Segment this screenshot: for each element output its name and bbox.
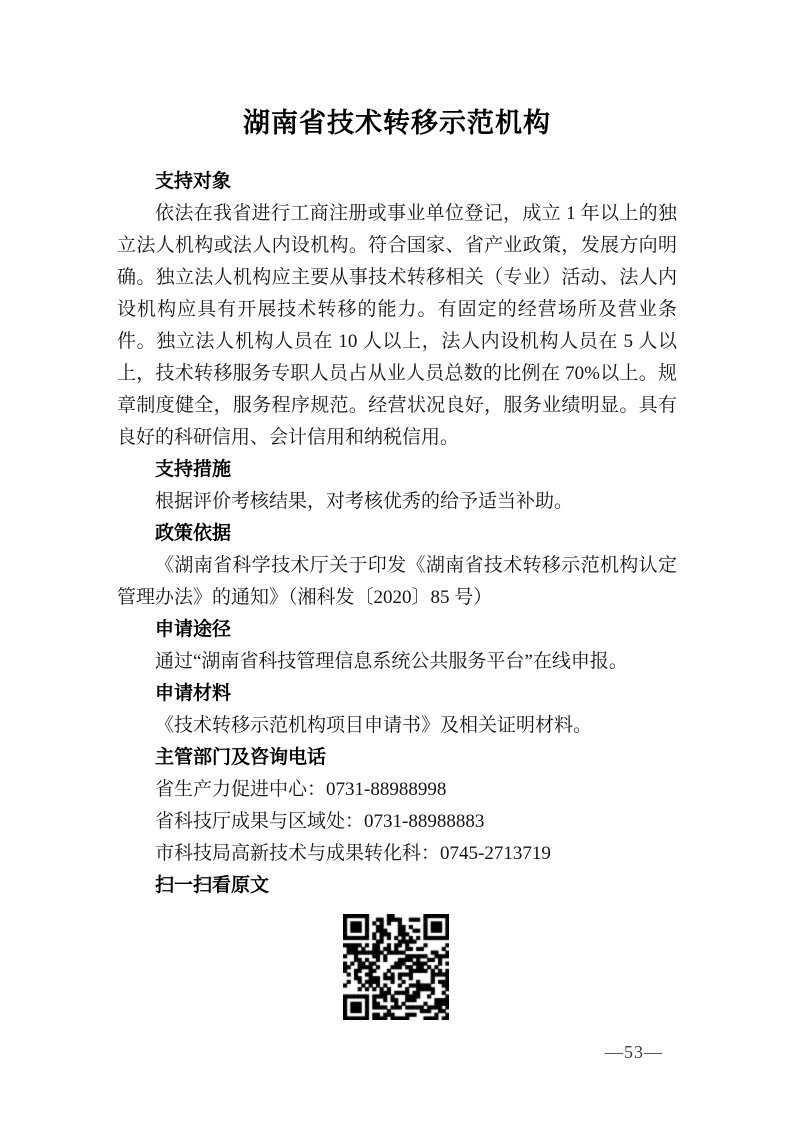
- section-heading: 支持措施: [155, 459, 232, 480]
- section-paragraph: 通过“湖南省科技管理信息系统公共服务平台”在线申报。: [155, 651, 628, 672]
- section-paragraph: 《技术转移示范机构项目申请书》及相关证明材料。: [155, 715, 593, 736]
- section-application-materials: [117, 678, 677, 742]
- section-scan-original: [117, 870, 677, 1020]
- section-policy-basis: [117, 518, 677, 614]
- qr-code-block: [343, 914, 449, 1020]
- section-support-target: [117, 166, 677, 454]
- page-title: 湖南省技术转移示范机构: [243, 108, 551, 138]
- page-number: —53—: [605, 1042, 663, 1062]
- contact-line: 省生产力促进中心：0731-88988998: [155, 779, 447, 800]
- section-heading: 主管部门及咨询电话: [155, 747, 327, 768]
- contact-line: 省科技厅成果与区域处：0731-88988883: [155, 811, 485, 832]
- section-paragraph: 根据评价考核结果，对考核优秀的给予适当补助。: [155, 491, 574, 512]
- qr-code: [343, 914, 449, 1020]
- contact-line: 市科技局高新技术与成果转化科：0745-2713719: [155, 843, 551, 864]
- section-heading: 支持对象: [155, 171, 232, 192]
- section-contact: [117, 742, 677, 870]
- section-support-measures: [117, 454, 677, 518]
- document-page: [117, 0, 677, 1020]
- section-heading: 扫一扫看原文: [155, 875, 270, 896]
- section-heading: 申请途径: [155, 619, 232, 640]
- section-heading: 政策依据: [155, 523, 232, 544]
- section-paragraph: 依法在我省进行工商注册或事业单位登记，成立 1 年以上的独立法人机构或法人内设机构。符合国家、省产业政策，发展方向明确。独立法人机构应主要从事技术转移相关（专业）活动、法人内设机构应具有开展技术转移的能力。有固定的经营场所及营业条件。独立法人机构人员在 10 人以上，法人内设机构人员在 5 人以上，技术转移服务专职人员占从业人员总数的比例在 70%以上。规章制度健全，服务程序规范。经营状况良好，服务业绩明显。具有良好的科研信用、会计信用和纳税信用。: [117, 203, 677, 448]
- section-heading: 申请材料: [155, 683, 232, 704]
- section-application-channel: [117, 614, 677, 678]
- section-paragraph: 《湖南省科学技术厅关于印发《湖南省技术转移示范机构认定管理办法》的通知》（湘科发〔2020〕85 号）: [117, 555, 677, 608]
